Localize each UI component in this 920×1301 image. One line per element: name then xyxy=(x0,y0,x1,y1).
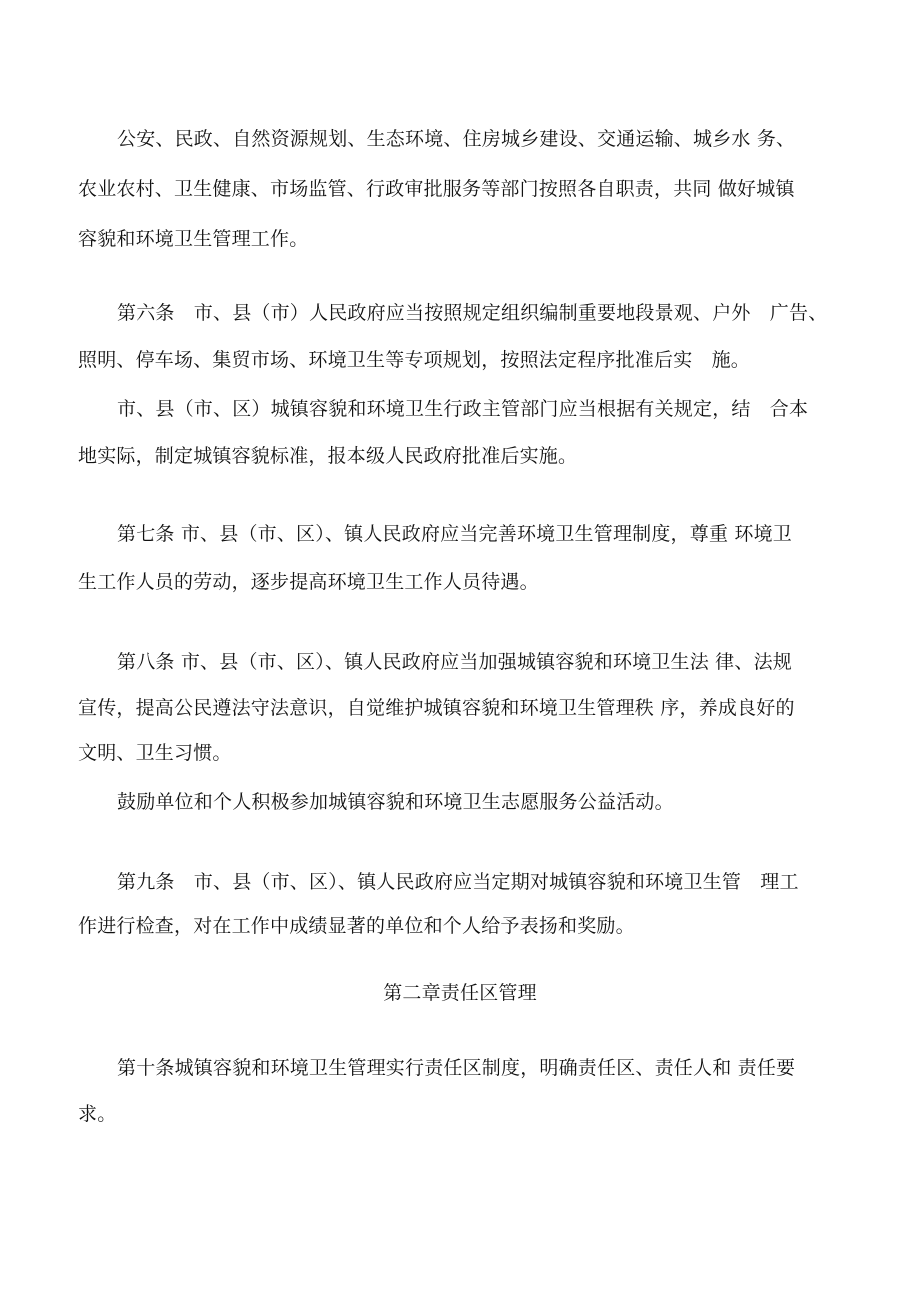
paragraph-line-1: 公安、民政、自然资源规划、生态环境、住房城乡建设、交通运输、城乡水 务、 xyxy=(117,128,796,150)
paragraph-line-3: 容貌和环境卫生管理工作。 xyxy=(78,228,309,250)
article-6-line-2: 照明、停车场、集贸市场、环境卫生等专项规划，按照法定程序批准后实 施。 xyxy=(78,349,751,371)
article-7-line-1: 第七条 市、县（市、区）、镇人民政府应当完善环境卫生管理制度，尊重 环境卫 xyxy=(117,523,792,545)
article-6-line-4: 地实际，制定城镇容貌标准，报本级人民政府批准后实施。 xyxy=(78,445,578,467)
article-10-line-1: 第十条城镇容貌和环境卫生管理实行责任区制度，明确责任区、责任人和 责任要 xyxy=(117,1057,796,1079)
article-8-line-1: 第八条 市、县（市、区）、镇人民政府应当加强城镇容貌和环境卫生法 律、法规 xyxy=(117,651,792,673)
article-8-line-3: 文明、卫生习惯。 xyxy=(78,742,232,764)
article-7-line-2: 生工作人员的劳动，逐步提高环境卫生工作人员待遇。 xyxy=(78,571,539,593)
article-9-line-1: 第九条 市、县（市、区）、镇人民政府应当定期对城镇容貌和环境卫生管 理工 xyxy=(117,871,799,893)
article-8-line-4: 鼓励单位和个人积极参加城镇容貌和环境卫生志愿服务公益活动。 xyxy=(117,791,674,813)
article-9-line-2: 作进行检查，对在工作中成绩显著的单位和个人给予表扬和奖励。 xyxy=(78,915,635,937)
article-8-line-2: 宣传，提高公民遵法守法意识，自觉维护城镇容貌和环境卫生管理秩 序，养成良好的 xyxy=(78,697,795,719)
paragraph-line-2: 农业农村、卫生健康、市场监管、行政审批服务等部门按照各自职责，共同 做好城镇 xyxy=(78,178,795,200)
article-6-line-3: 市、县（市、区）城镇容貌和环境卫生行政主管部门应当根据有关规定，结 合本 xyxy=(117,398,809,420)
article-6-line-1: 第六条 市、县（市）人民政府应当按照规定组织编制重要地段景观、户外 广告、 xyxy=(117,302,828,324)
article-10-line-2: 求。 xyxy=(78,1103,117,1125)
chapter-title: 第二章责任区管理 xyxy=(383,982,537,1004)
